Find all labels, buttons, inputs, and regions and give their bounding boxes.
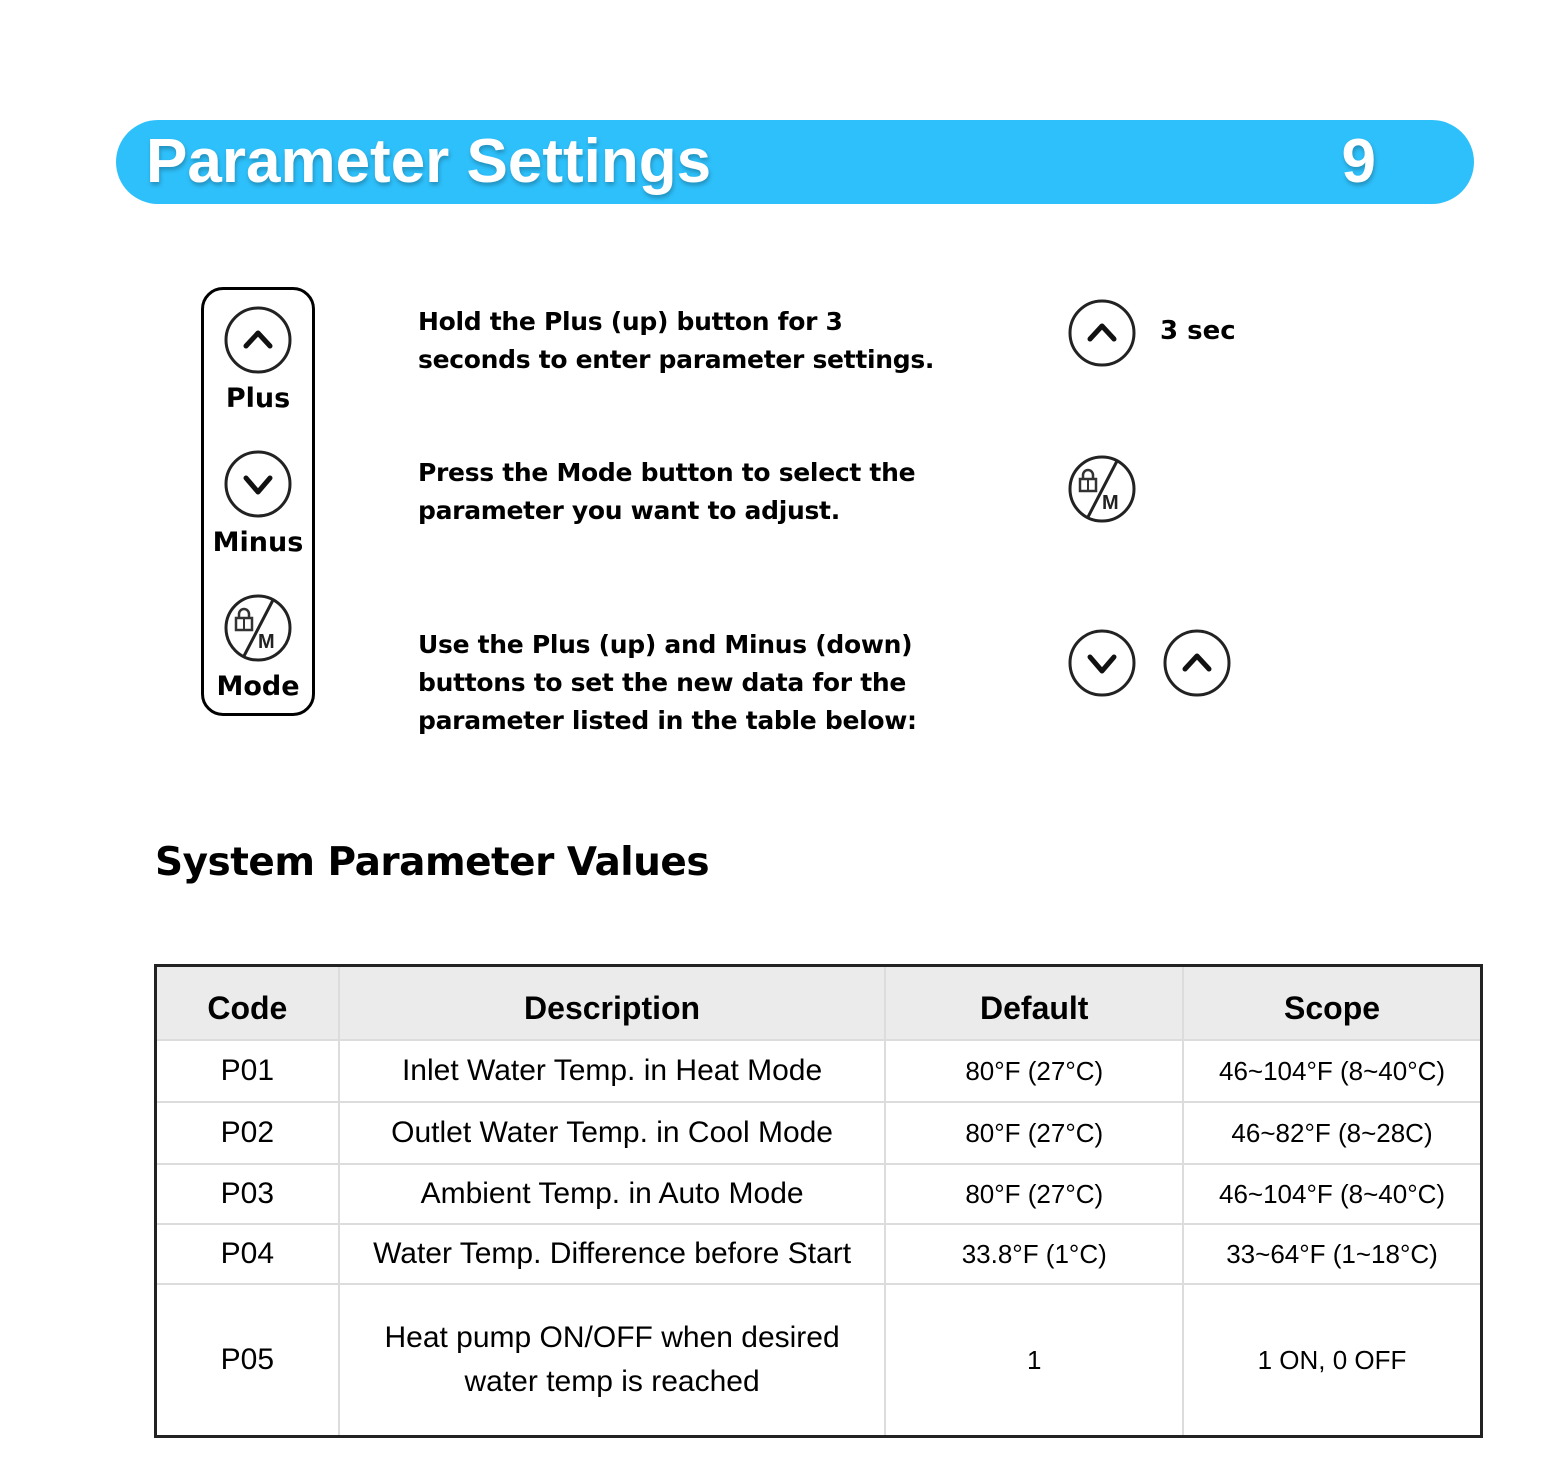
- mode-label: Mode: [216, 671, 300, 702]
- cell-description: Ambient Temp. in Auto Mode: [339, 1164, 886, 1224]
- cell-scope: 46~104°F (8~40°C): [1183, 1040, 1481, 1102]
- cell-description: Water Temp. Difference before Start: [339, 1224, 886, 1284]
- instruction-line: Press the Mode button to select the: [418, 458, 916, 487]
- cell-code: P04: [156, 1224, 339, 1284]
- table-header-row: [156, 966, 1482, 1041]
- cell-code: P05: [156, 1284, 339, 1437]
- lock-mode-circle-icon: [222, 592, 294, 664]
- cell-description: Outlet Water Temp. in Cool Mode: [339, 1102, 886, 1164]
- table-row: [156, 1102, 1482, 1164]
- cell-code: P03: [156, 1164, 339, 1224]
- header-default: Default: [885, 966, 1183, 1041]
- mode-button[interactable]: [204, 592, 312, 702]
- cell-code: P01: [156, 1040, 339, 1102]
- description-line: water temp is reached: [464, 1365, 760, 1398]
- cell-default: 80°F (27°C): [885, 1102, 1183, 1164]
- page-number: 9: [1341, 127, 1376, 196]
- instruction-3: [418, 626, 917, 740]
- chevron-down-circle-icon: [1066, 627, 1138, 699]
- button-panel: [201, 287, 315, 716]
- cell-default: 33.8°F (1°C): [885, 1224, 1183, 1284]
- instruction-line: parameter you want to adjust.: [418, 496, 840, 525]
- description-line: Heat pump ON/OFF when desired: [384, 1321, 840, 1354]
- hold-duration-label: 3 sec: [1160, 316, 1236, 346]
- instruction-line: parameter listed in the table below:: [418, 706, 917, 735]
- plus-button[interactable]: [204, 304, 312, 414]
- header-banner: [116, 120, 1474, 204]
- instruction-2: [418, 454, 915, 530]
- instruction-line: Use the Plus (up) and Minus (down): [418, 630, 913, 659]
- header-scope: Scope: [1183, 966, 1481, 1041]
- cell-scope: 1 ON, 0 OFF: [1183, 1284, 1481, 1437]
- page-title: Parameter Settings: [146, 127, 712, 196]
- cell-description: Inlet Water Temp. in Heat Mode: [339, 1040, 886, 1102]
- chevron-down-circle-icon: [222, 448, 294, 520]
- table-row: [156, 1164, 1482, 1224]
- minus-button[interactable]: [204, 448, 312, 558]
- chevron-up-circle-icon: [222, 304, 294, 376]
- chevron-up-circle-icon: [1161, 627, 1233, 699]
- header-description: Description: [339, 966, 886, 1041]
- instruction-line: seconds to enter parameter settings.: [418, 345, 935, 374]
- parameter-table: [154, 964, 1483, 1438]
- minus-label: Minus: [212, 527, 304, 558]
- cell-scope: 46~82°F (8~28C): [1183, 1102, 1481, 1164]
- instruction-line: buttons to set the new data for the: [418, 668, 907, 697]
- cell-description: [339, 1284, 886, 1437]
- plus-label: Plus: [225, 383, 291, 414]
- cell-code: P02: [156, 1102, 339, 1164]
- lock-mode-circle-icon: [1066, 453, 1138, 525]
- section-title: System Parameter Values: [155, 840, 710, 885]
- cell-scope: 46~104°F (8~40°C): [1183, 1164, 1481, 1224]
- header-code: Code: [156, 966, 339, 1041]
- cell-default: 80°F (27°C): [885, 1164, 1183, 1224]
- table-row: [156, 1224, 1482, 1284]
- chevron-up-circle-icon: [1066, 297, 1138, 369]
- table-row: [156, 1040, 1482, 1102]
- instruction-1: [418, 303, 934, 379]
- table-row: [156, 1284, 1482, 1437]
- cell-default: 1: [885, 1284, 1183, 1437]
- instruction-line: Hold the Plus (up) button for 3: [418, 307, 843, 336]
- cell-default: 80°F (27°C): [885, 1040, 1183, 1102]
- cell-scope: 33~64°F (1~18°C): [1183, 1224, 1481, 1284]
